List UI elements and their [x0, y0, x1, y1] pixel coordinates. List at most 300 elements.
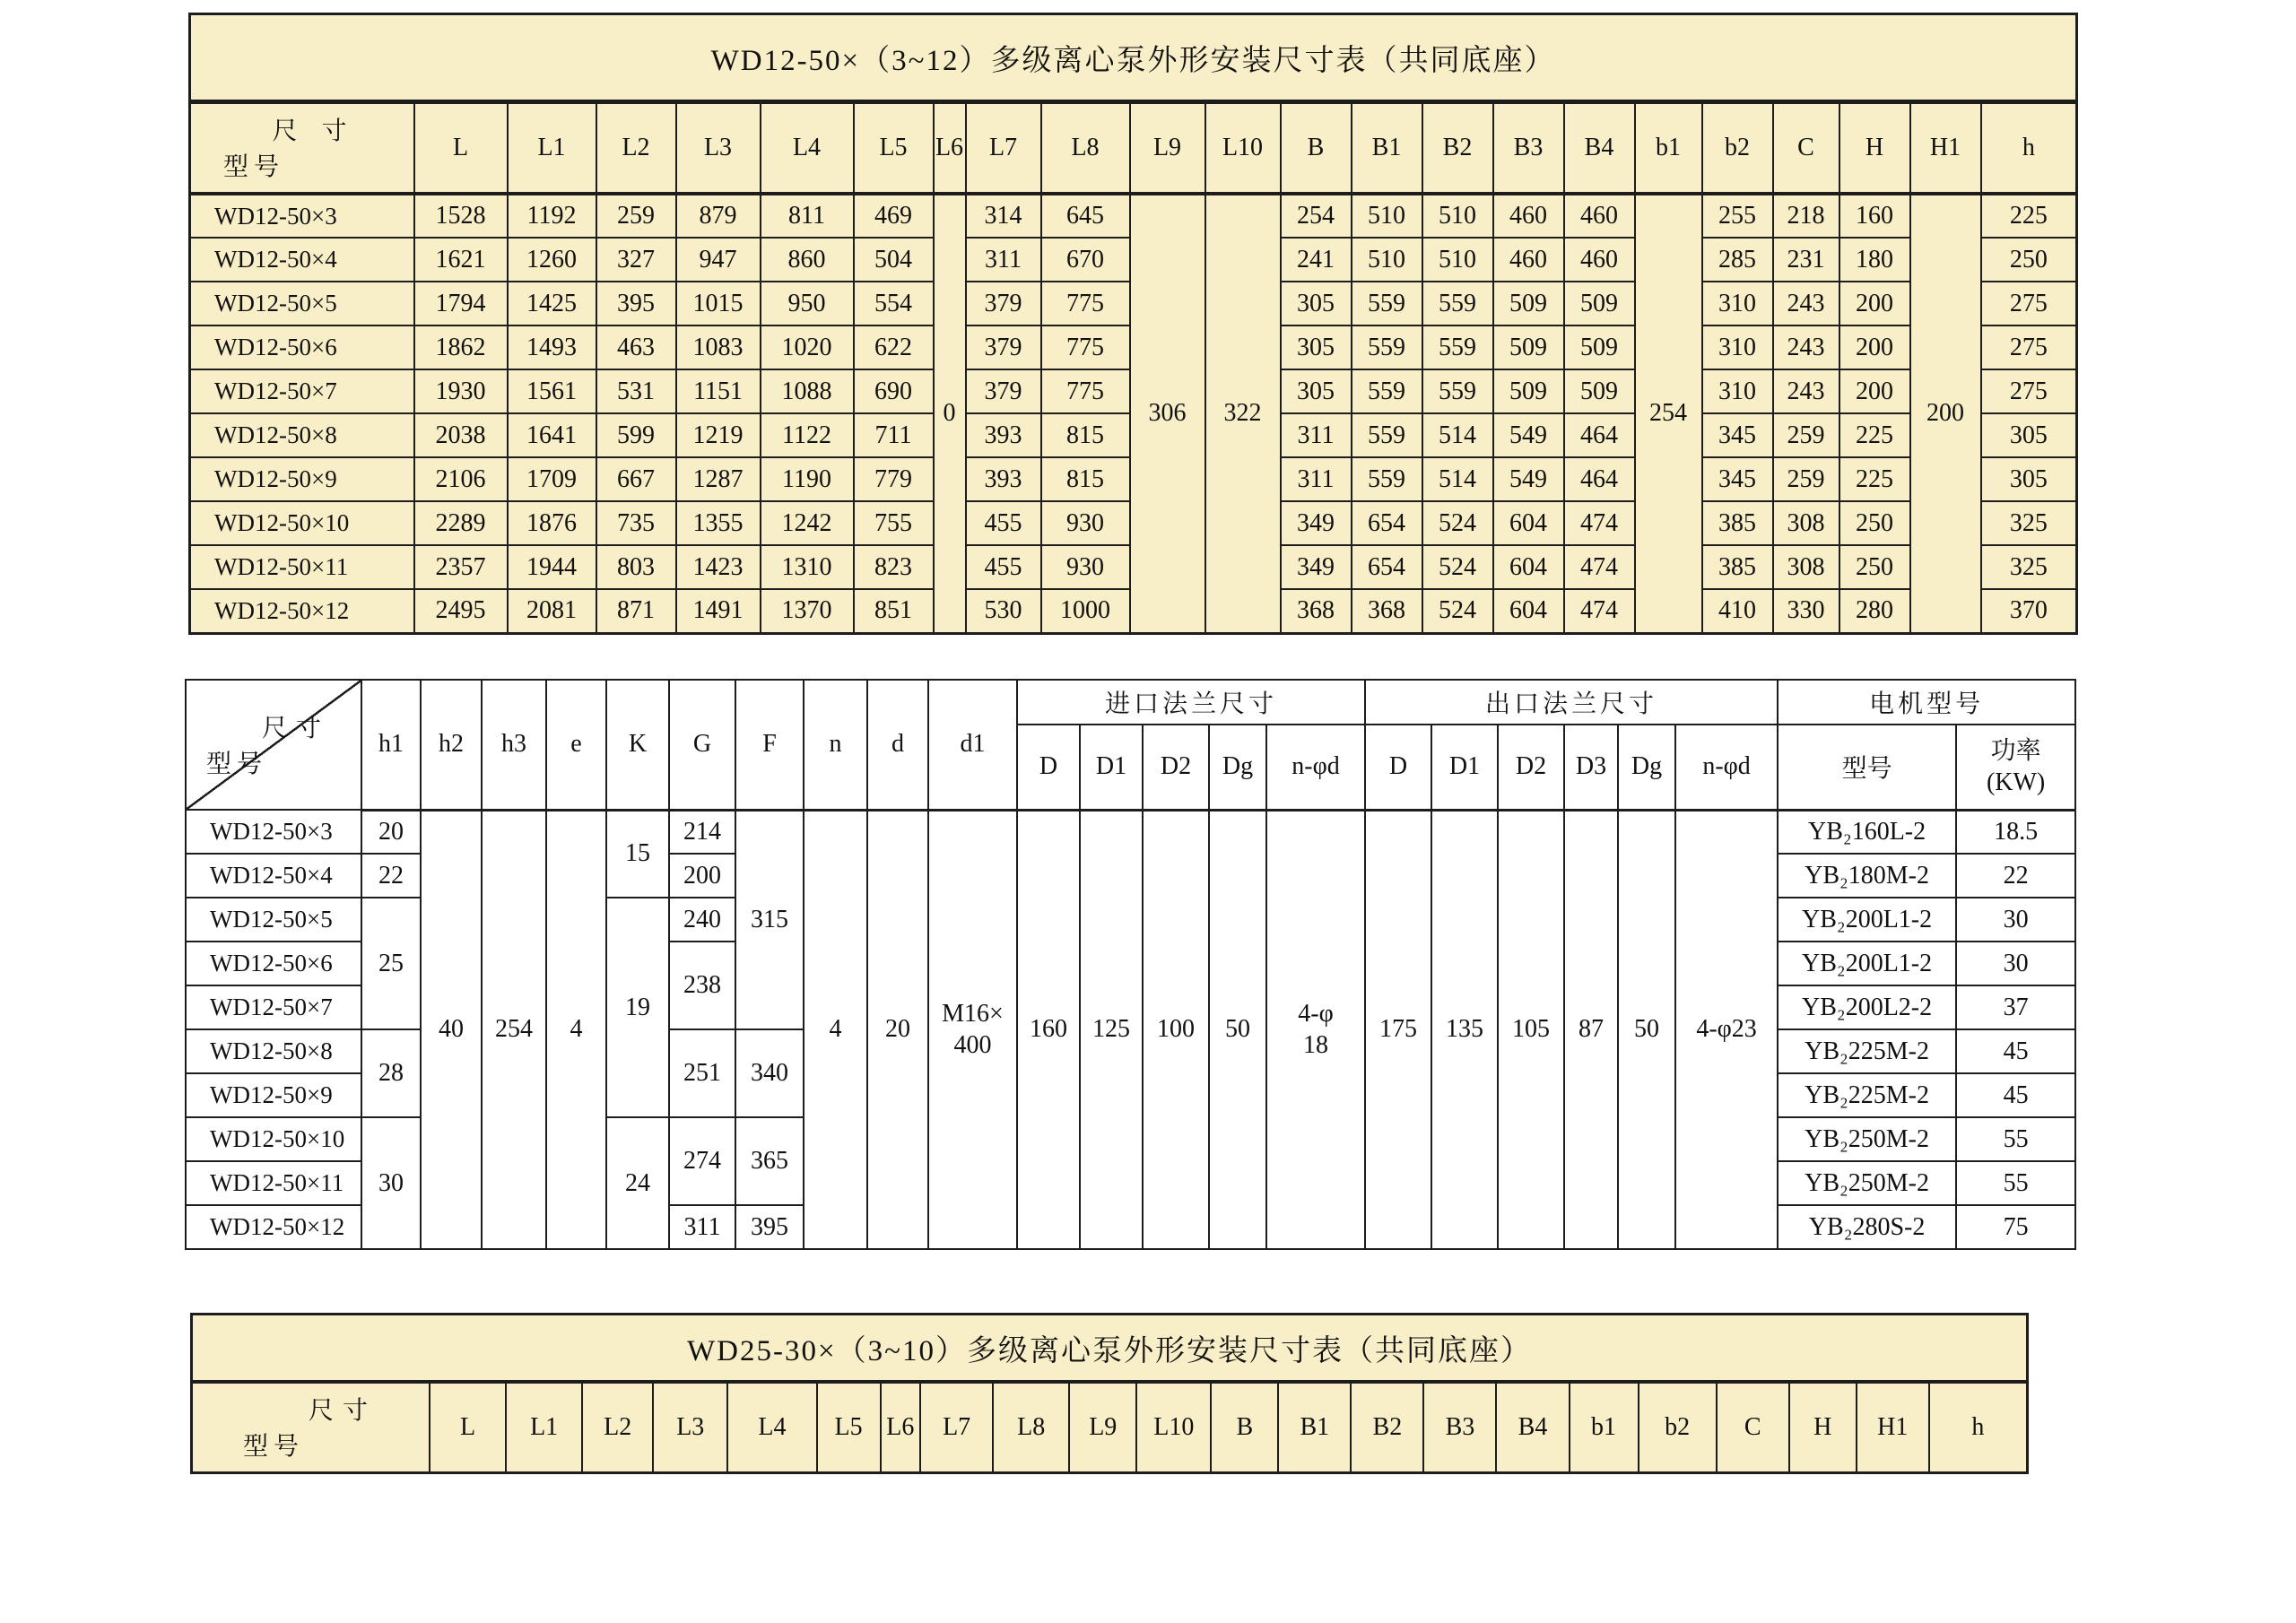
- motor-power-cell: 30: [1956, 898, 2075, 942]
- wd25-30-dimensions-table: [190, 1313, 2029, 1474]
- dimension-cell: 314: [966, 194, 1041, 238]
- dimension-cell: 559: [1422, 369, 1493, 413]
- dimension-cell: 240: [669, 898, 735, 942]
- inlet-flange-cell: 100: [1143, 810, 1209, 1249]
- dimension-cell-merged: 254: [482, 810, 546, 1249]
- dimension-cell: 930: [1041, 545, 1130, 589]
- column-header: L6: [934, 102, 966, 195]
- dimension-cell: 823: [854, 545, 934, 589]
- column-header: B2: [1422, 102, 1493, 195]
- dimension-cell: 285: [1702, 238, 1773, 282]
- wd12-50-detail-flange-motor-table: [185, 679, 2076, 1250]
- corner-model-label: 型号: [223, 153, 285, 181]
- dimension-cell: 395: [596, 282, 676, 325]
- dimension-cell: 1219: [676, 413, 761, 457]
- column-header: D: [1017, 725, 1080, 810]
- column-header: L1: [508, 102, 596, 195]
- table1-title: WD12-50×（3~12）多级离心泵外形安装尺寸表（共同底座）: [190, 14, 2077, 102]
- dimension-cell: 463: [596, 325, 676, 369]
- pump-model-cell: WD12-50×11: [190, 545, 414, 589]
- dimension-cell-merged: 19: [606, 898, 669, 1117]
- size-model-corner-cell: [192, 1382, 430, 1473]
- motor-model-cell: YB₂200L1-2: [1778, 898, 1956, 942]
- column-header: L10: [1205, 102, 1281, 195]
- dimension-cell: 1370: [761, 589, 854, 633]
- dimension-cell: 1083: [676, 325, 761, 369]
- inlet-flange-cell: [1266, 810, 1365, 1249]
- dimension-cell: 460: [1493, 194, 1564, 238]
- column-header: C: [1773, 102, 1839, 195]
- dimension-cell: 200: [1839, 325, 1910, 369]
- dimension-cell: 549: [1493, 457, 1564, 501]
- column-header: L3: [653, 1382, 727, 1473]
- dimension-cell: 1944: [508, 545, 596, 589]
- motor-model-cell: YB₂160L-2: [1778, 810, 1956, 854]
- column-header: L9: [1130, 102, 1205, 195]
- dimension-cell: 250: [1981, 238, 2077, 282]
- motor-model-cell: YB₂250M-2: [1778, 1161, 1956, 1205]
- dimension-cell: 1310: [761, 545, 854, 589]
- dimension-cell-merged: 20: [867, 810, 928, 1249]
- dimension-cell: 803: [596, 545, 676, 589]
- dimension-cell-merged: 28: [361, 1029, 421, 1117]
- d1-value-line1: M16×: [942, 1000, 1004, 1028]
- dimension-cell: 851: [854, 589, 934, 633]
- dimension-cell: 160: [1839, 194, 1910, 238]
- column-header: n-φd: [1266, 725, 1365, 810]
- dimension-cell: 379: [966, 325, 1041, 369]
- dimension-cell: 275: [1981, 282, 2077, 325]
- corner-size-label: 尺寸: [261, 714, 330, 742]
- dimension-cell: 559: [1352, 282, 1422, 325]
- motor-power-cell: 18.5: [1956, 810, 2075, 854]
- dimension-cell: 379: [966, 282, 1041, 325]
- column-header: L8: [1041, 102, 1130, 195]
- motor-model-cell: YB₂225M-2: [1778, 1073, 1956, 1117]
- motor-power-cell: 30: [1956, 942, 2075, 985]
- dimension-cell: 464: [1564, 457, 1635, 501]
- corner-inner: [193, 1384, 429, 1471]
- dimension-cell: 531: [596, 369, 676, 413]
- column-header: B2: [1351, 1382, 1423, 1473]
- pump-model-cell: WD12-50×4: [186, 854, 361, 898]
- dimension-cell: 1151: [676, 369, 761, 413]
- dimension-cell: 2357: [414, 545, 508, 589]
- table3-title: WD25-30×（3~10）多级离心泵外形安装尺寸表（共同底座）: [192, 1315, 2028, 1383]
- dimension-cell: 311: [966, 238, 1041, 282]
- motor-model-cell: YB₂180M-2: [1778, 854, 1956, 898]
- dimension-cell: 1088: [761, 369, 854, 413]
- dimension-cell: 250: [1839, 501, 1910, 545]
- dimension-cell: 514: [1422, 413, 1493, 457]
- dimension-cell: 524: [1422, 545, 1493, 589]
- column-header: n-φd: [1675, 725, 1778, 810]
- dimension-cell: 308: [1773, 501, 1839, 545]
- outlet-flange-cell: 175: [1365, 810, 1431, 1249]
- dimension-cell: 510: [1352, 238, 1422, 282]
- pump-model-cell: WD12-50×12: [186, 1205, 361, 1249]
- dimension-cell: 305: [1281, 369, 1352, 413]
- column-header: K: [606, 680, 669, 810]
- dimension-cell: 1641: [508, 413, 596, 457]
- dimension-cell: 474: [1564, 501, 1635, 545]
- motor-power-unit: (KW): [1986, 768, 2046, 797]
- column-header: b2: [1639, 1382, 1717, 1473]
- column-header: D: [1365, 725, 1431, 810]
- motor-power-cell: 37: [1956, 985, 2075, 1029]
- inlet-flange-cell: 160: [1017, 810, 1080, 1249]
- column-header: B4: [1496, 1382, 1569, 1473]
- dimension-cell: 330: [1773, 589, 1839, 633]
- dimension-cell: 1192: [508, 194, 596, 238]
- dimension-cell: 250: [1839, 545, 1910, 589]
- dimension-cell: 559: [1422, 325, 1493, 369]
- pump-model-cell: WD12-50×5: [190, 282, 414, 325]
- dimension-cell: 370: [1981, 589, 2077, 633]
- dimension-cell: 310: [1702, 369, 1773, 413]
- dimension-cell: 1862: [414, 325, 508, 369]
- dimension-cell: 514: [1422, 457, 1493, 501]
- pump-model-cell: WD12-50×10: [190, 501, 414, 545]
- pump-model-cell: WD12-50×6: [190, 325, 414, 369]
- dimension-cell: 509: [1493, 369, 1564, 413]
- dimension-cell: 775: [1041, 369, 1130, 413]
- column-header: d1: [928, 680, 1017, 810]
- dimension-cell-merged: 4: [804, 810, 867, 1249]
- column-header: L: [414, 102, 508, 195]
- inlet-flange-cell: 125: [1080, 810, 1143, 1249]
- dimension-cell: 755: [854, 501, 934, 545]
- dimension-cell: 2106: [414, 457, 508, 501]
- table1-header-row: [190, 102, 2077, 195]
- dimension-cell: 180: [1839, 238, 1910, 282]
- dimension-cell: 1561: [508, 369, 596, 413]
- outlet-flange-cell: 4-φ23: [1675, 810, 1778, 1249]
- column-header: G: [669, 680, 735, 810]
- dimension-cell: 1260: [508, 238, 596, 282]
- dimension-cell: 559: [1352, 413, 1422, 457]
- inlet-flange-group-header: 进口法兰尺寸: [1017, 680, 1365, 725]
- dimension-cell: 559: [1352, 325, 1422, 369]
- dimension-cell: 815: [1041, 457, 1130, 501]
- dimension-cell: 385: [1702, 501, 1773, 545]
- pump-model-cell: WD12-50×6: [186, 942, 361, 985]
- motor-model-cell: YB₂250M-2: [1778, 1117, 1956, 1161]
- dimension-cell: 811: [761, 194, 854, 238]
- column-header: B3: [1423, 1382, 1496, 1473]
- corner-model-label: 型号: [206, 750, 268, 778]
- dimension-cell-merged: 322: [1205, 194, 1281, 633]
- motor-group-header: 电机型号: [1778, 680, 2075, 725]
- dimension-cell: 275: [1981, 369, 2077, 413]
- outlet-flange-cell: 87: [1564, 810, 1618, 1249]
- dimension-cell: 930: [1041, 501, 1130, 545]
- pump-model-cell: WD12-50×10: [186, 1117, 361, 1161]
- table3-header-row: [192, 1382, 2028, 1473]
- motor-power-cell: 55: [1956, 1161, 2075, 1205]
- dimension-cell: 460: [1564, 194, 1635, 238]
- dimension-cell: 654: [1352, 501, 1422, 545]
- motor-model-cell: YB₂280S-2: [1778, 1205, 1956, 1249]
- dimension-cell: 549: [1493, 413, 1564, 457]
- dimension-cell: 2038: [414, 413, 508, 457]
- table-row: [190, 194, 2077, 238]
- column-header: b2: [1702, 102, 1773, 195]
- column-header: Dg: [1209, 725, 1266, 810]
- column-header: D2: [1498, 725, 1564, 810]
- column-header: B3: [1493, 102, 1564, 195]
- dimension-cell: 779: [854, 457, 934, 501]
- dimension-cell: 510: [1422, 194, 1493, 238]
- dimension-cell: 509: [1493, 325, 1564, 369]
- column-header: L1: [506, 1382, 582, 1473]
- table2-group-header-row: [186, 680, 2075, 725]
- column-header: H: [1789, 1382, 1857, 1473]
- outlet-flange-cell: 105: [1498, 810, 1564, 1249]
- dimension-cell: 254: [1281, 194, 1352, 238]
- dimension-cell-merged: 238: [669, 942, 735, 1029]
- wd12-50-dimensions-table: [188, 13, 2078, 635]
- dimension-cell: 2289: [414, 501, 508, 545]
- dimension-cell: 22: [361, 854, 421, 898]
- column-header: H1: [1910, 102, 1981, 195]
- dimension-cell: 1491: [676, 589, 761, 633]
- dimension-cell: 231: [1773, 238, 1839, 282]
- dimension-cell: 311: [1281, 457, 1352, 501]
- motor-power-cell: 55: [1956, 1117, 2075, 1161]
- corner-model-label: 型号: [243, 1433, 305, 1461]
- dimension-cell: 1122: [761, 413, 854, 457]
- column-header: h: [1981, 102, 2077, 195]
- dimension-cell-merged: 30: [361, 1117, 421, 1249]
- table-row: [186, 810, 2075, 854]
- dimension-cell: 1425: [508, 282, 596, 325]
- dimension-cell: 775: [1041, 325, 1130, 369]
- dimension-cell: 1287: [676, 457, 761, 501]
- column-header: h1: [361, 680, 421, 810]
- dimension-cell: 469: [854, 194, 934, 238]
- dimension-cell-merged: 365: [735, 1117, 804, 1205]
- dimension-cell: 474: [1564, 589, 1635, 633]
- dimension-cell: 509: [1564, 282, 1635, 325]
- dimension-cell: 325: [1981, 545, 2077, 589]
- dimension-cell: 654: [1352, 545, 1422, 589]
- dimension-cell-merged: 254: [1635, 194, 1702, 633]
- column-header: H: [1839, 102, 1910, 195]
- dimension-cell: 214: [669, 810, 735, 854]
- pump-model-cell: WD12-50×8: [186, 1029, 361, 1073]
- dimension-cell: 349: [1281, 501, 1352, 545]
- dimension-cell: 559: [1422, 282, 1493, 325]
- dimension-cell: 1355: [676, 501, 761, 545]
- table1-title-row: [190, 14, 2077, 102]
- dimension-cell-merged: 340: [735, 1029, 804, 1117]
- dimension-cell: 455: [966, 501, 1041, 545]
- dimension-cell: 509: [1493, 282, 1564, 325]
- motor-power-label: 功率: [1990, 737, 2041, 766]
- inlet-flange-cell: 50: [1209, 810, 1266, 1249]
- pump-model-cell: WD12-50×3: [190, 194, 414, 238]
- dimension-cell: 504: [854, 238, 934, 282]
- pump-model-cell: WD12-50×5: [186, 898, 361, 942]
- dimension-cell: 735: [596, 501, 676, 545]
- column-header: L5: [854, 102, 934, 195]
- dimension-cell: 200: [669, 854, 735, 898]
- dimension-cell-merged: 24: [606, 1117, 669, 1249]
- dimension-cell: 305: [1981, 457, 2077, 501]
- pump-model-cell: WD12-50×12: [190, 589, 414, 633]
- dimension-cell: 311: [1281, 413, 1352, 457]
- column-header: B: [1211, 1382, 1278, 1473]
- column-header: L7: [920, 1382, 993, 1473]
- column-header: D1: [1080, 725, 1143, 810]
- column-header: D2: [1143, 725, 1209, 810]
- dimension-cell: 510: [1352, 194, 1422, 238]
- dimension-cell: 200: [1839, 369, 1910, 413]
- dimension-cell: 275: [1981, 325, 2077, 369]
- dimension-cell: 559: [1352, 457, 1422, 501]
- dimension-cell: 20: [361, 810, 421, 854]
- motor-power-cell: 22: [1956, 854, 2075, 898]
- dimension-cell: 950: [761, 282, 854, 325]
- dimension-cell: 225: [1839, 413, 1910, 457]
- dimension-cell: 280: [1839, 589, 1910, 633]
- motor-power-cell: 45: [1956, 1029, 2075, 1073]
- column-header: F: [735, 680, 804, 810]
- dimension-cell: 255: [1702, 194, 1773, 238]
- dimension-cell: 327: [596, 238, 676, 282]
- table3-title-row: [192, 1315, 2028, 1383]
- motor-model-cell: YB₂200L2-2: [1778, 985, 1956, 1029]
- pump-model-cell: WD12-50×4: [190, 238, 414, 282]
- dimension-cell: 1794: [414, 282, 508, 325]
- size-model-corner-cell: [186, 680, 361, 810]
- dimension-cell: 1020: [761, 325, 854, 369]
- column-header: L8: [993, 1382, 1069, 1473]
- corner-inner: [191, 104, 413, 192]
- dimension-cell-merged: 15: [606, 810, 669, 898]
- dimension-cell: 243: [1773, 325, 1839, 369]
- dimension-cell: 604: [1493, 501, 1564, 545]
- dimension-cell: 225: [1981, 194, 2077, 238]
- dimension-cell: 310: [1702, 325, 1773, 369]
- dimension-cell: 305: [1281, 282, 1352, 325]
- dimension-cell: 310: [1702, 282, 1773, 325]
- pump-model-cell: WD12-50×7: [190, 369, 414, 413]
- dimension-cell-merged: 315: [735, 810, 804, 1029]
- column-header: n: [804, 680, 867, 810]
- dimension-cell: 368: [1281, 589, 1352, 633]
- column-header: L7: [966, 102, 1041, 195]
- dimension-cell: 879: [676, 194, 761, 238]
- dimension-cell: 225: [1839, 457, 1910, 501]
- motor-power-header: [1956, 725, 2075, 810]
- dimension-cell: 218: [1773, 194, 1839, 238]
- dimension-cell: 345: [1702, 413, 1773, 457]
- column-header: L10: [1136, 1382, 1211, 1473]
- inlet-bolt-line1: 4-φ: [1298, 1000, 1334, 1028]
- dimension-cell: 259: [596, 194, 676, 238]
- dimension-cell: 311: [669, 1205, 735, 1249]
- dimension-cell: 243: [1773, 369, 1839, 413]
- dimension-cell: 599: [596, 413, 676, 457]
- dimension-cell: 711: [854, 413, 934, 457]
- dimension-cell-merged: 306: [1130, 194, 1205, 633]
- outlet-flange-cell: 50: [1618, 810, 1675, 1249]
- column-header: e: [546, 680, 606, 810]
- dimension-cell: 455: [966, 545, 1041, 589]
- dimension-cell: 1242: [761, 501, 854, 545]
- dimension-cell: 2081: [508, 589, 596, 633]
- column-header: b1: [1635, 102, 1702, 195]
- column-header: b1: [1570, 1382, 1639, 1473]
- dimension-cell-merged: 200: [1910, 194, 1981, 633]
- dimension-cell: 1493: [508, 325, 596, 369]
- dimension-cell: 305: [1281, 325, 1352, 369]
- dimension-cell-merged: 0: [934, 194, 966, 633]
- column-header: D3: [1564, 725, 1618, 810]
- dimension-cell: 259: [1773, 457, 1839, 501]
- motor-power-cell: 75: [1956, 1205, 2075, 1249]
- dimension-cell: 1190: [761, 457, 854, 501]
- dimension-cell-merged: 251: [669, 1029, 735, 1117]
- column-header: L2: [596, 102, 676, 195]
- dimension-cell: 325: [1981, 501, 2077, 545]
- dimension-cell: 1000: [1041, 589, 1130, 633]
- column-header: h3: [482, 680, 546, 810]
- dimension-cell: 554: [854, 282, 934, 325]
- dimension-cell: 349: [1281, 545, 1352, 589]
- dimension-cell: 815: [1041, 413, 1130, 457]
- dimension-cell: 474: [1564, 545, 1635, 589]
- dimension-cell: 243: [1773, 282, 1839, 325]
- pump-model-cell: WD12-50×3: [186, 810, 361, 854]
- column-header: d: [867, 680, 928, 810]
- dimension-cell: 1876: [508, 501, 596, 545]
- column-header: L5: [817, 1382, 881, 1473]
- column-header: h: [1929, 1382, 2028, 1473]
- column-header: B4: [1564, 102, 1635, 195]
- motor-model-cell: YB₂225M-2: [1778, 1029, 1956, 1073]
- column-header: L6: [881, 1382, 921, 1473]
- column-header: L3: [676, 102, 761, 195]
- dimension-cell-merged: 4: [546, 810, 606, 1249]
- dimension-cell: 510: [1422, 238, 1493, 282]
- pump-model-cell: WD12-50×11: [186, 1161, 361, 1205]
- dimension-cell: 690: [854, 369, 934, 413]
- dimension-cell: 775: [1041, 282, 1130, 325]
- dimension-cell: 395: [735, 1205, 804, 1249]
- outlet-flange-group-header: 出口法兰尺寸: [1365, 680, 1778, 725]
- column-header: H1: [1857, 1382, 1929, 1473]
- dimension-cell-merged: [928, 810, 1017, 1249]
- dimension-cell: 393: [966, 457, 1041, 501]
- motor-model-cell: YB₂200L1-2: [1778, 942, 1956, 985]
- dimension-cell: 345: [1702, 457, 1773, 501]
- pump-model-cell: WD12-50×7: [186, 985, 361, 1029]
- dimension-cell: 1709: [508, 457, 596, 501]
- dimension-cell: 393: [966, 413, 1041, 457]
- dimension-cell: 530: [966, 589, 1041, 633]
- column-header: B1: [1352, 102, 1422, 195]
- dimension-cell: 509: [1564, 325, 1635, 369]
- dimension-cell-merged: 25: [361, 898, 421, 1029]
- corner-size-label: 尺寸: [308, 1397, 377, 1425]
- dimension-cell: 509: [1564, 369, 1635, 413]
- dimension-cell: 1930: [414, 369, 508, 413]
- pump-model-cell: WD12-50×9: [190, 457, 414, 501]
- dimension-cell: 604: [1493, 589, 1564, 633]
